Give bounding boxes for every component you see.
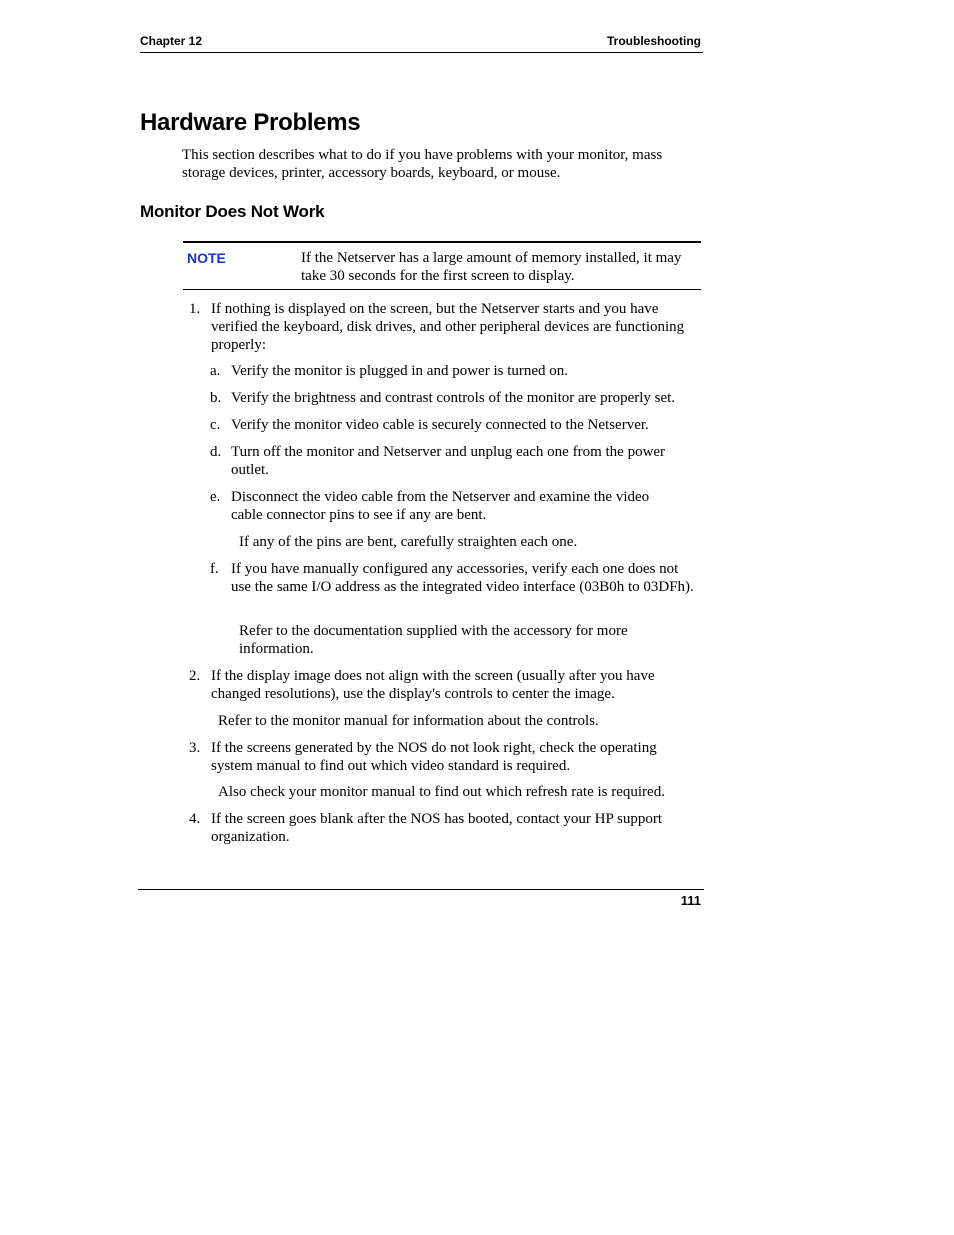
step-text: If the display image does not align with the screen (usually after you have changed resolutions), use the display's controls to center the image. xyxy=(211,668,655,702)
page-header xyxy=(140,34,703,53)
step-number: 2. xyxy=(189,668,201,684)
substep-text: Disconnect the video cable from the Netserver and examine the video cable connector pins to see if any are bent. xyxy=(231,489,650,523)
substep-letter: f. xyxy=(210,561,219,577)
section-label: Troubleshooting xyxy=(607,34,701,48)
substep-text: If you have manually configured any accessories, verify each one does not use the same I/O address as the integrated video interface (03B0h to 03DFh). xyxy=(231,561,694,595)
step-note: Also check your monitor manual to find out which refresh rate is required. xyxy=(218,784,665,800)
substep-note: Refer to the documentation supplied with the accessory for more information. xyxy=(239,623,628,657)
substep-letter: e. xyxy=(210,489,221,505)
substep-letter: a. xyxy=(210,363,221,379)
step-number: 1. xyxy=(189,301,201,317)
section-subheading: Monitor Does Not Work xyxy=(140,202,325,221)
note-label: NOTE xyxy=(187,250,226,266)
substep-text: Verify the monitor is plugged in and power is turned on. xyxy=(231,363,569,379)
step-text: If nothing is displayed on the screen, but the Netserver starts and you have verified the keyboard, disk drives, and other peripheral devices are functioning properly: xyxy=(211,301,685,353)
substep-note: If any of the pins are bent, carefully straighten each one. xyxy=(239,534,578,550)
page-number: 111 xyxy=(680,893,701,908)
step-text: If the screen goes blank after the NOS has booted, contact your HP support organization. xyxy=(211,811,662,845)
step-number: 3. xyxy=(189,740,201,756)
note-box xyxy=(183,241,701,290)
substep-letter: d. xyxy=(210,444,222,460)
substep-text: Verify the monitor video cable is securely connected to the Netserver. xyxy=(231,417,649,433)
intro-paragraph: This section describes what to do if you have problems with your monitor, mass storage devices, printer, accessory boards, keyboard, or mouse. xyxy=(182,147,663,181)
substep-text: Verify the brightness and contrast controls of the monitor are properly set. xyxy=(231,390,676,406)
chapter-label: Chapter 12 xyxy=(140,34,203,48)
step-text: If the screens generated by the NOS do not look right, check the operating system manual to find out which video standard is required. xyxy=(211,740,657,774)
footer-rule xyxy=(138,889,704,890)
substep-letter: c. xyxy=(210,417,221,433)
page-title: Hardware Problems xyxy=(140,109,361,136)
step-note: Refer to the monitor manual for information about the controls. xyxy=(218,713,599,729)
substep-text: Turn off the monitor and Netserver and unplug each one from the power outlet. xyxy=(231,444,666,478)
note-text: If the Netserver has a large amount of memory installed, it may take 30 seconds for the first screen to display. xyxy=(301,250,682,284)
step-number: 4. xyxy=(189,811,201,827)
substep-letter: b. xyxy=(210,390,222,406)
